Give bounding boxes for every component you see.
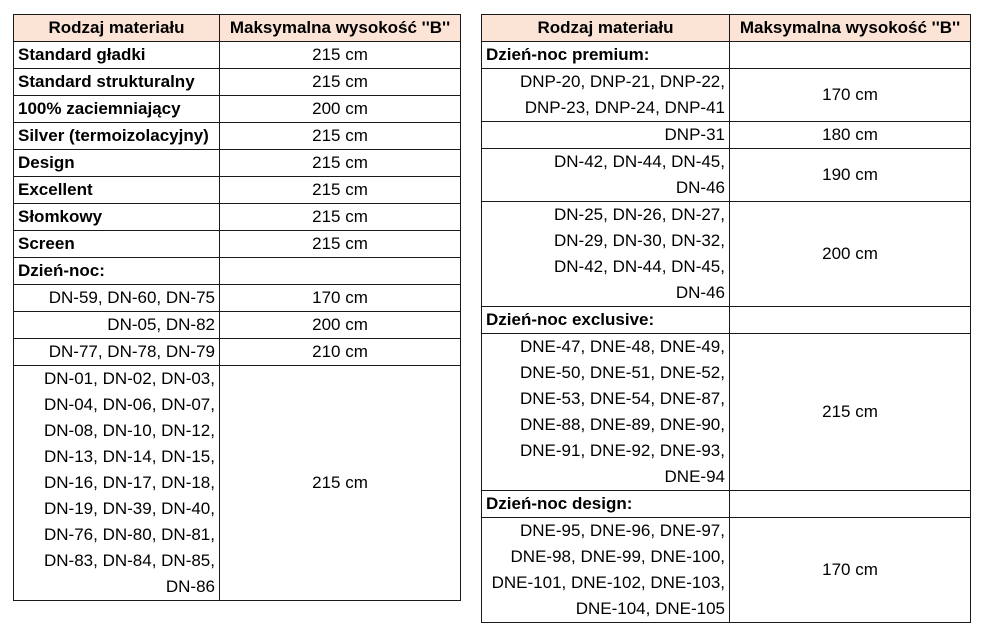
material-codes [482,334,730,491]
material-codes [14,366,220,601]
material-code-line: DN-83, DN-84, DN-85, [44,551,215,570]
material-code-line: DN-86 [165,577,215,596]
table-row [14,258,461,285]
material-code-line: DN-19, DN-39, DN-40, [44,499,215,518]
max-height-value: 200 cm [220,312,461,339]
material-code-line: DN-13, DN-14, DN-15, [44,447,215,466]
max-height-value: 215 cm [730,334,971,491]
material-code-line: DN-25, DN-26, DN-27, [554,205,725,224]
table-row [14,204,461,231]
table-row [482,307,971,334]
material-category: Dzień-noc premium: [482,42,730,69]
material-codes: DNP-31 [482,122,730,149]
max-height-value: 180 cm [730,122,971,149]
material-category: Standard gładki [14,42,220,69]
material-code-line: DNE-53, DNE-54, DNE-87, [519,389,725,408]
material-category: Silver (termoizolacyjny) [14,123,220,150]
table-row [482,69,971,122]
max-height-value: 215 cm [220,231,461,258]
material-category: Dzień-noc exclusive: [482,307,730,334]
material-code-line: DNE-94 [664,467,725,486]
material-category: Standard strukturalny [14,69,220,96]
material-code-line: DN-16, DN-17, DN-18, [44,473,215,492]
material-code-line: DNP-23, DNP-24, DNP-41 [524,98,725,117]
max-height-value [730,42,971,69]
max-height-value: 210 cm [220,339,461,366]
material-code-line: DNE-98, DNE-99, DNE-100, [510,547,725,566]
max-height-value: 215 cm [220,123,461,150]
table-row [482,334,971,491]
table-row [14,123,461,150]
max-height-value: 200 cm [220,96,461,123]
table-row [482,42,971,69]
material-code-line: DNE-50, DNE-51, DNE-52, [519,363,725,382]
material-codes [482,69,730,122]
header-height: Maksymalna wysokość ''B'' [730,15,971,42]
material-codes [482,149,730,202]
max-height-value: 215 cm [220,69,461,96]
table-row [14,42,461,69]
material-code-line: DN-01, DN-02, DN-03, [44,369,215,388]
max-height-value: 170 cm [730,518,971,623]
material-category: Dzień-noc design: [482,491,730,518]
table-row [14,366,461,601]
material-code-line: DNP-20, DNP-21, DNP-22, [519,72,725,91]
max-height-value: 200 cm [730,202,971,307]
material-category: Excellent [14,177,220,204]
max-height-value: 170 cm [730,69,971,122]
material-code-line: DN-76, DN-80, DN-81, [44,525,215,544]
header-row [482,15,971,42]
max-height-value: 215 cm [220,42,461,69]
max-height-value [730,491,971,518]
table-row [14,69,461,96]
table-row [14,96,461,123]
table-row [482,122,971,149]
table-row [14,177,461,204]
material-code-line: DN-29, DN-30, DN-32, [554,231,725,250]
material-codes [482,202,730,307]
table-row [14,285,461,312]
table-row [482,149,971,202]
table-row [482,202,971,307]
material-category: Design [14,150,220,177]
material-code-line: DNE-104, DNE-105 [575,599,725,618]
table-row [14,231,461,258]
material-code-line: DN-04, DN-06, DN-07, [44,395,215,414]
max-height-value: 170 cm [220,285,461,312]
material-category: Dzień-noc: [14,258,220,285]
material-codes [482,518,730,623]
material-code-line: DN-46 [675,178,725,197]
material-category: Słomkowy [14,204,220,231]
header-height: Maksymalna wysokość ''B'' [220,15,461,42]
table-row [14,150,461,177]
material-code-line: DNE-88, DNE-89, DNE-90, [519,415,725,434]
max-height-value [730,307,971,334]
table-row [482,518,971,623]
left-height-table [13,14,461,601]
max-height-value: 215 cm [220,150,461,177]
max-height-value: 215 cm [220,366,461,601]
material-code-line: DN-46 [675,283,725,302]
header-material: Rodzaj materiału [14,15,220,42]
header-row [14,15,461,42]
material-code-line: DNE-47, DNE-48, DNE-49, [519,337,725,356]
max-height-value: 215 cm [220,204,461,231]
material-code-line: DN-42, DN-44, DN-45, [554,152,725,171]
material-code-line: DNE-91, DNE-92, DNE-93, [519,441,725,460]
material-code-line: DNE-95, DNE-96, DNE-97, [519,521,725,540]
table-row [14,339,461,366]
material-codes: DN-77, DN-78, DN-79 [14,339,220,366]
material-code-line: DNE-101, DNE-102, DNE-103, [491,573,725,592]
material-category: Screen [14,231,220,258]
max-height-value [220,258,461,285]
max-height-value: 215 cm [220,177,461,204]
left-table-body [14,42,461,601]
material-codes: DN-59, DN-60, DN-75 [14,285,220,312]
header-material: Rodzaj materiału [482,15,730,42]
right-table-body [482,42,971,623]
table-row [482,491,971,518]
table-row [14,312,461,339]
material-category: 100% zaciemniający [14,96,220,123]
material-codes: DN-05, DN-82 [14,312,220,339]
max-height-value: 190 cm [730,149,971,202]
right-height-table [481,14,971,623]
material-code-line: DN-08, DN-10, DN-12, [44,421,215,440]
material-code-line: DN-42, DN-44, DN-45, [554,257,725,276]
